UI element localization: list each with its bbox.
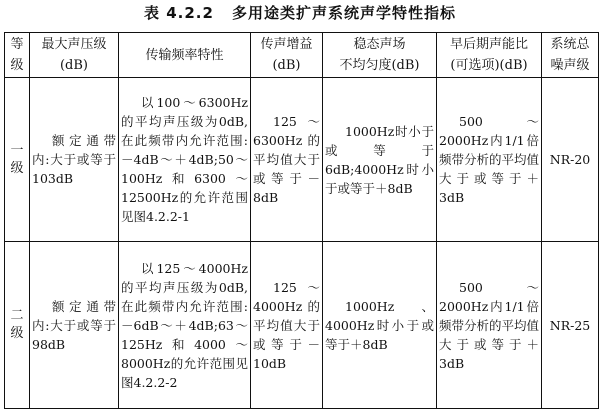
uniformity-cell: 1000Hz时小于或等于6dB;4000Hz时小于或等于＋8dB xyxy=(323,78,437,242)
gain-cell: 125～4000Hz的平均值大于或等于－10dB xyxy=(251,242,323,409)
table-caption: 多用途类扩声系统声学特性指标 xyxy=(231,4,456,22)
table-title xyxy=(0,2,600,23)
uniformity-cell: 1000Hz、4000Hz时小于或等于＋8dB xyxy=(323,242,437,409)
clarity-cell: 500～2000Hz内1/1倍频带分析的平均值大于或等于＋3dB xyxy=(437,242,542,409)
table-row xyxy=(5,78,599,242)
header-gain: 传声增益 (dB) xyxy=(251,33,323,78)
header-grade: 等 级 xyxy=(5,33,30,78)
noise-cell: NR-20 xyxy=(542,78,599,242)
header-freq-response: 传输频率特性 xyxy=(119,33,251,78)
max-spl-cell: 额定通带内:大于或等于98dB xyxy=(30,242,119,409)
table-row xyxy=(5,242,599,409)
grade-cell: 一 级 xyxy=(5,78,30,242)
freq-response-cell: 以100～6300Hz的平均声压级为0dB,在此频带内允许范围:－4dB～＋4dB;50～100Hz和6300～12500Hz的允许范围见图4.2.2-1 xyxy=(119,78,251,242)
freq-response-cell: 以125～4000Hz的平均声压级为0dB,在此频带内允许范围:－6dB～＋4dB;63～125Hz和4000～8000Hz的允许范围见图4.2.2-2 xyxy=(119,242,251,409)
grade-cell: 二 级 xyxy=(5,242,30,409)
acoustic-spec-table xyxy=(4,32,599,409)
gain-cell: 125～6300Hz的平均值大于或等于－8dB xyxy=(251,78,323,242)
table-number: 表 4.2.2 xyxy=(144,4,214,22)
header-clarity: 早后期声能比 (可选项)(dB) xyxy=(437,33,542,78)
noise-cell: NR-25 xyxy=(542,242,599,409)
header-noise: 系统总 噪声级 xyxy=(542,33,599,78)
max-spl-cell: 额定通带内:大于或等于103dB xyxy=(30,78,119,242)
header-row xyxy=(5,33,599,78)
header-uniformity: 稳态声场 不均匀度(dB) xyxy=(323,33,437,78)
header-max-spl: 最大声压级 (dB) xyxy=(30,33,119,78)
clarity-cell: 500～2000Hz内1/1倍频带分析的平均值大于或等于＋3dB xyxy=(437,78,542,242)
